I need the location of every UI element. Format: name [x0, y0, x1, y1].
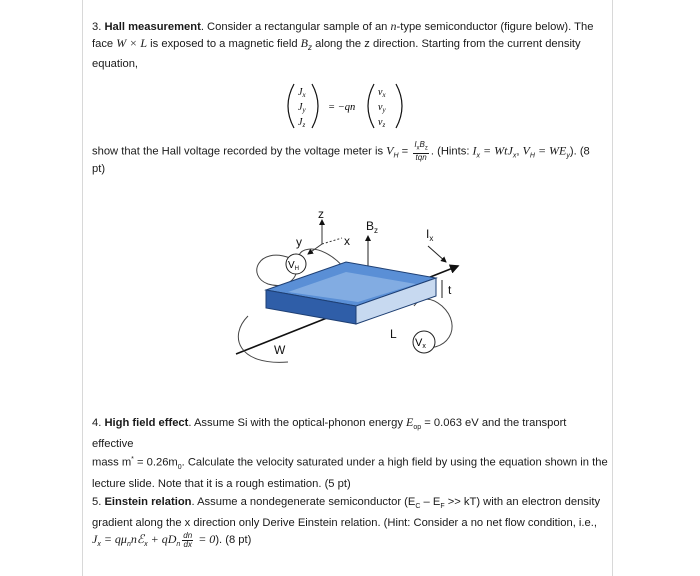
- label-bz: $B_z$: [366, 219, 379, 235]
- q3-line-3: equation,: [92, 58, 139, 71]
- label-l: L: [390, 327, 397, 341]
- svg-text:Jz: $J_z$: [298, 117, 306, 129]
- label-x: x: [344, 234, 350, 248]
- q5-line-1: 5. Einstein relation. Assume a nondegenerate semiconductor $(E_C - E_F >> kT)$ with an electron density: [92, 496, 601, 511]
- hall-measurement-figure: [228, 206, 468, 366]
- svg-text:vy: $v_y$: [378, 102, 386, 114]
- q5-line-3: $J_x$ = $q\mu_nnℰ_x + qD_n$ $\frac{dn}{dx}$ = 0). (8 pt): [92, 530, 252, 549]
- label-z: z: [318, 207, 324, 221]
- svg-text:Jy: $J_y$: [298, 102, 306, 114]
- x-axis-line: [322, 238, 342, 244]
- q3-title: Hall measurement: [104, 21, 201, 33]
- dn-dx-fraction: $\frac{dn}{dx}$: [183, 530, 193, 549]
- label-y: y: [296, 235, 302, 249]
- question-3: [92, 18, 610, 72]
- question-4: [92, 414, 610, 492]
- label-vx: Vx: [415, 337, 426, 350]
- q3-line-2: face W × L is exposed to a magnetic field $B_z$ along the z direction. Starting from the current density: [92, 36, 581, 53]
- label-w: W: [274, 343, 286, 357]
- q4-title: High field effect: [104, 417, 189, 429]
- svg-text:vz: $v_z$: [378, 117, 386, 129]
- svg-text:= −qn: = −qn: [328, 102, 356, 113]
- q3-line-1: 3. Hall measurement. Consider a rectangular sample of an n-type semiconductor (figure below). The: [92, 19, 594, 33]
- label-ix: $I_x$: [426, 227, 434, 243]
- q3-points: pt): [92, 163, 106, 175]
- q5-line-2: gradient along the x direction only Derive Einstein relation. (Hint: Consider a no net flow condition, i.e.,: [92, 517, 597, 530]
- q4-line-3: lecture slide. Note that it is a rough estimation. (5 pt): [92, 478, 351, 491]
- q4-line-1: 4. High field effect. Assume Si with the optical-phonon energy $E_{op} = 0.063$ eV and the transport effective: [92, 415, 567, 451]
- ix-arrow: [428, 246, 446, 262]
- svg-text:vx: $v_x$: [378, 87, 386, 99]
- current-density-equation: [272, 82, 412, 130]
- label-vh: $V_H$: [288, 260, 300, 272]
- q4-line-2: mass $m^* = 0.26m_0$. Calculate the velocity saturated under a high field by using the equation shown in the: [92, 456, 608, 472]
- label-t: t: [448, 283, 452, 297]
- q3-hall-statement: show that the Hall voltage recorded by the voltage meter is $V_H$ = $\frac{I_xB_z}{\text{tqn}}$ . (Hints: $I_x = WtJ_x$, $V_H = WE_y$). (8: [92, 140, 590, 162]
- question-5: [92, 494, 610, 553]
- svg-text:Jx: $J_x$: [298, 87, 306, 99]
- hall-voltage-fraction: $\frac{I_xB_z}{\text{tqn}}$: [414, 140, 428, 162]
- q5-title: Einstein relation: [104, 496, 192, 508]
